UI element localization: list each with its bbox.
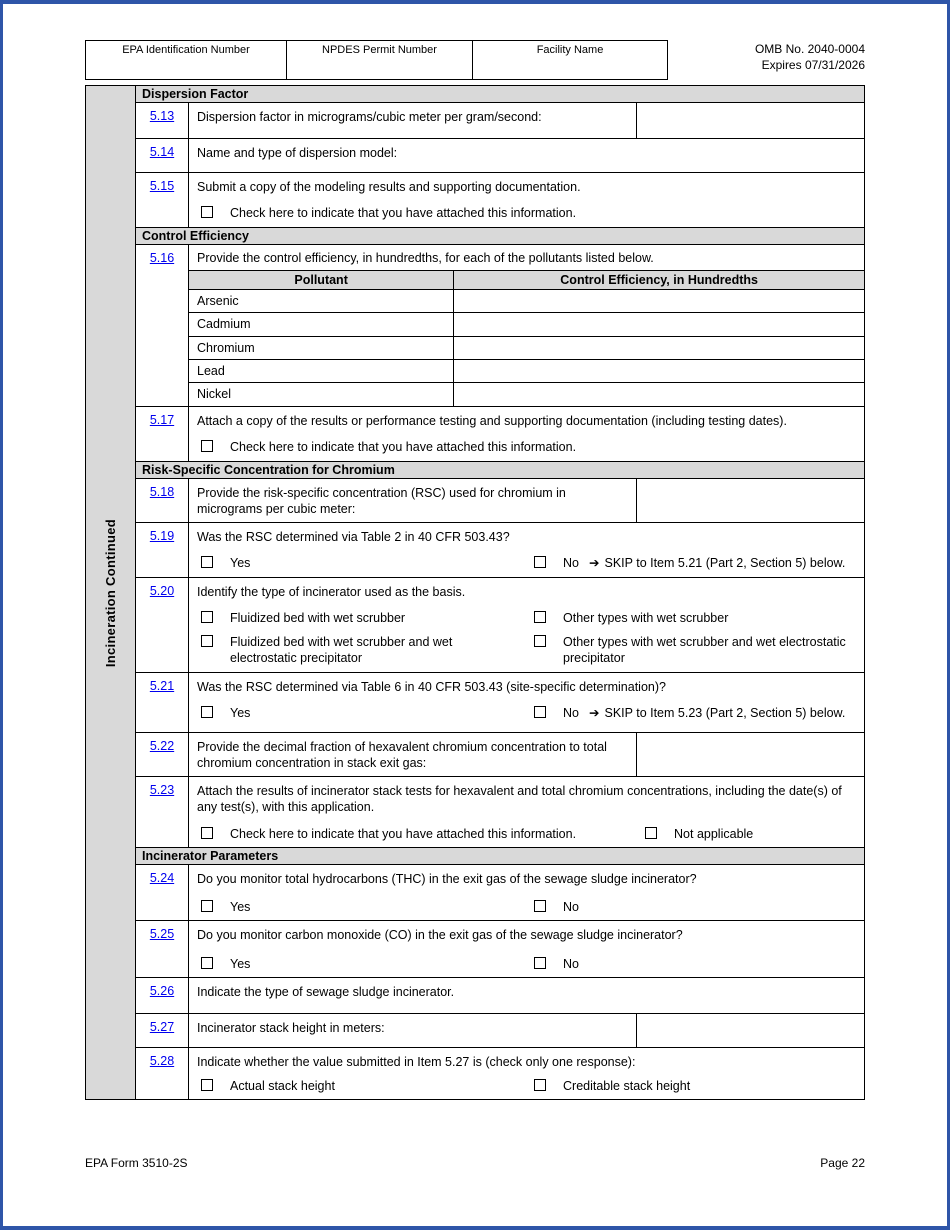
question-5-23: Attach the results of incinerator stack tests for hexavalent and total chromium concentrations, including the date(s) of any test(s), with this application. [197, 784, 842, 815]
option-5-25-yes [201, 956, 534, 972]
checkbox-5-19-yes[interactable] [201, 556, 213, 568]
item-number-cell-5-16 [136, 245, 189, 407]
yes-label: Yes [230, 900, 251, 914]
item-number-cell-5-20 [136, 578, 189, 672]
item-number-cell-5-15 [136, 173, 189, 227]
rsc-answer-field[interactable] [637, 479, 864, 523]
checkbox-5-15-attached[interactable] [201, 206, 213, 218]
item-link-5-26[interactable]: 5.26 [149, 983, 175, 998]
yes-label: Yes [230, 956, 251, 971]
question-5-16: Provide the control efficiency, in hundredths, for each of the pollutants listed below. [197, 250, 654, 265]
item-link-5-17[interactable]: 5.17 [149, 413, 175, 427]
facility-name-field[interactable] [473, 40, 668, 80]
pollutant-name-cadmium: Cadmium [189, 313, 454, 335]
checkbox-5-23-not-applicable[interactable] [645, 827, 657, 839]
section-header-incinerator-parameters: Incinerator Parameters [136, 848, 864, 865]
item-row-5-22 [136, 733, 864, 778]
epa-id-number-field[interactable] [85, 40, 287, 80]
item-number-cell-5-13 [136, 103, 189, 138]
form-body [136, 86, 864, 1099]
pollutant-table [189, 270, 864, 406]
column-header-efficiency: Control Efficiency, in Hundredths [560, 272, 758, 287]
item-row-5-25 [136, 921, 864, 978]
item-number-cell-5-21 [136, 673, 189, 732]
table-row [189, 313, 864, 336]
section-sidebar [86, 86, 136, 1099]
not-applicable-label: Not applicable [674, 826, 754, 841]
row-content-5-18 [189, 479, 864, 523]
option-5-20-other-wet [534, 610, 728, 626]
checkbox-5-28-creditable[interactable] [534, 1079, 546, 1091]
item-row-5-14 [136, 139, 864, 173]
row-content-5-25 [189, 921, 864, 977]
item-row-5-27 [136, 1014, 864, 1048]
header-field-boxes [85, 40, 668, 80]
checkbox-5-20-fluidized-wet[interactable] [201, 611, 213, 623]
item-row-5-18 [136, 479, 864, 524]
question-5-17: Attach a copy of the results or performance testing and supporting documentation (including testing dates). [197, 414, 787, 428]
document-page [3, 4, 947, 1226]
question-5-27: Incinerator stack height in meters: [189, 1014, 637, 1047]
option-5-24-no [534, 899, 579, 915]
option-5-23-attached [201, 826, 645, 842]
sidebar-label: Incineration Continued [103, 518, 118, 667]
table-row [189, 337, 864, 360]
item-row-5-26 [136, 978, 864, 1014]
item-link-5-25[interactable]: 5.25 [149, 927, 175, 942]
facility-name-label: Facility Name [536, 44, 604, 56]
stack-height-answer-field[interactable] [637, 1014, 864, 1047]
page-footer [85, 1156, 865, 1170]
item-row-5-20 [136, 578, 864, 673]
checkbox-5-23-attached[interactable] [201, 827, 213, 839]
item-number-cell-5-27 [136, 1014, 189, 1047]
question-5-21: Was the RSC determined via Table 6 in 40 CFR 503.43 (site-specific determination)? [197, 679, 666, 694]
option-label: Fluidized bed with wet scrubber and wet electrostatic precipitator [230, 635, 453, 666]
checkbox-5-19-no[interactable] [534, 556, 546, 568]
checkbox-5-21-yes[interactable] [201, 706, 213, 718]
efficiency-field-lead[interactable] [454, 360, 864, 382]
item-number-cell-5-19 [136, 523, 189, 577]
checkbox-5-17-attached[interactable] [201, 440, 213, 452]
item-number-cell-5-22 [136, 733, 189, 777]
question-5-22: Provide the decimal fraction of hexavalent chromium concentration to total chromium concentration in stack exit gas: [189, 733, 637, 777]
row-content-5-15 [189, 173, 864, 227]
skip-text-5-19: SKIP to Item 5.21 (Part 2, Section 5) below. [604, 556, 846, 571]
item-row-5-24 [136, 865, 864, 922]
option-5-19-yes [201, 555, 534, 571]
item-row-5-13 [136, 103, 864, 139]
checkbox-5-24-no[interactable] [534, 900, 546, 912]
checkbox-5-28-actual[interactable] [201, 1079, 213, 1091]
dispersion-model-answer-field[interactable] [397, 145, 854, 167]
item-number-cell-5-14 [136, 139, 189, 172]
item-link-5-20[interactable]: 5.20 [149, 583, 175, 598]
option-label: Creditable stack height [563, 1079, 691, 1093]
item-number-cell-5-26 [136, 978, 189, 1013]
form-table [85, 85, 865, 1100]
option-5-24-yes [201, 899, 534, 915]
item-row-5-17 [136, 407, 864, 462]
item-link-5-14[interactable]: 5.14 [149, 145, 175, 159]
item-number-cell-5-28 [136, 1048, 189, 1100]
no-label: No [563, 900, 579, 914]
option-label: Actual stack height [230, 1079, 335, 1093]
item-link-5-22[interactable]: 5.22 [149, 738, 175, 753]
row-content-5-16 [189, 245, 864, 407]
column-header-pollutant: Pollutant [189, 271, 454, 289]
row-content-5-20 [189, 578, 864, 672]
epa-id-number-label: EPA Identification Number [122, 44, 250, 56]
checkbox-5-25-yes[interactable] [201, 957, 213, 969]
option-5-28-actual [201, 1078, 534, 1094]
question-5-15: Submit a copy of the modeling results and supporting documentation. [197, 180, 581, 194]
checkbox-label-5-17: Check here to indicate that you have attached this information. [230, 440, 577, 455]
item-row-5-19 [136, 523, 864, 578]
checkbox-5-20-fluidized-wet-esp[interactable] [201, 635, 213, 647]
section-header-rsc-chromium: Risk-Specific Concentration for Chromium [136, 462, 864, 479]
question-5-26: Indicate the type of sewage sludge incinerator. [197, 984, 455, 999]
option-5-20-other-wet-esp [534, 634, 854, 667]
question-5-20: Identify the type of incinerator used as the basis. [197, 584, 466, 599]
item-number-cell-5-18 [136, 479, 189, 523]
table-row [189, 383, 864, 406]
item-link-5-23[interactable]: 5.23 [149, 783, 175, 797]
row-content-5-13 [189, 103, 864, 138]
pollutant-name-lead: Lead [189, 360, 454, 382]
pollutant-name-arsenic: Arsenic [189, 290, 454, 312]
question-5-25: Do you monitor carbon monoxide (CO) in the exit gas of the sewage sludge incinerator? [197, 928, 683, 943]
option-5-19-no [534, 555, 845, 571]
row-content-5-28 [189, 1048, 864, 1100]
table-row [189, 290, 864, 313]
row-content-5-19 [189, 523, 864, 577]
checkbox-5-21-no[interactable] [534, 706, 546, 718]
checkbox-5-20-other-wet[interactable] [534, 611, 546, 623]
question-5-13: Dispersion factor in micrograms/cubic meter per gram/second: [189, 103, 637, 138]
item-link-5-18[interactable]: 5.18 [149, 484, 175, 499]
item-link-5-27[interactable]: 5.27 [149, 1019, 175, 1034]
checkbox-5-24-yes[interactable] [201, 900, 213, 912]
item-link-5-16[interactable]: 5.16 [149, 250, 175, 265]
checkbox-5-20-other-wet-esp[interactable] [534, 635, 546, 647]
row-content-5-14 [189, 139, 864, 172]
item-number-cell-5-24 [136, 865, 189, 921]
item-link-5-24[interactable]: 5.24 [149, 870, 175, 885]
option-5-20-fluidized-wet-esp [201, 634, 534, 667]
row-content-5-17 [189, 407, 864, 461]
question-5-14: Name and type of dispersion model: [197, 146, 398, 160]
checkbox-label-5-23: Check here to indicate that you have attached this information. [230, 826, 577, 841]
pollutant-name-nickel: Nickel [189, 383, 454, 406]
checkbox-5-25-no[interactable] [534, 957, 546, 969]
row-content-5-26 [189, 978, 864, 1013]
question-5-19: Was the RSC determined via Table 2 in 40 CFR 503.43? [197, 530, 510, 544]
item-link-5-13[interactable]: 5.13 [149, 109, 175, 123]
question-5-18: Provide the risk-specific concentration (RSC) used for chromium in micrograms per cubic meter: [189, 479, 637, 523]
row-content-5-22 [189, 733, 864, 777]
question-5-28: Indicate whether the value submitted in Item 5.27 is (check only one response): [197, 1054, 636, 1069]
efficiency-field-nickel[interactable] [454, 383, 864, 406]
form-header [85, 40, 865, 80]
row-content-5-23 [189, 777, 864, 847]
option-5-28-creditable [534, 1078, 690, 1094]
section-header-control-efficiency: Control Efficiency [136, 228, 864, 245]
no-skip-label: No ➔ SKIP to Item 5.23 (Part 2, Section 5) below. [563, 705, 846, 720]
yes-label: Yes [230, 556, 251, 571]
incinerator-type-answer-field[interactable] [454, 984, 854, 1008]
efficiency-field-arsenic[interactable] [454, 290, 864, 312]
omb-number: OMB No. 2040-0004 [754, 42, 865, 56]
option-label: Fluidized bed with wet scrubber [230, 610, 406, 625]
item-link-5-21[interactable]: 5.21 [149, 678, 175, 693]
efficiency-field-cadmium[interactable] [454, 313, 864, 335]
dispersion-factor-answer-field[interactable] [637, 103, 864, 138]
item-number-cell-5-23 [136, 777, 189, 847]
option-5-25-no [534, 956, 579, 972]
checkbox-label-5-15: Check here to indicate that you have attached this information. [230, 206, 577, 221]
option-5-20-fluidized-wet [201, 610, 534, 626]
no-skip-label: No ➔ SKIP to Item 5.21 (Part 2, Section 5) below. [563, 556, 846, 571]
npdes-permit-number-field[interactable] [287, 40, 473, 80]
option-5-21-yes [201, 705, 534, 721]
question-5-24: Do you monitor total hydrocarbons (THC) in the exit gas of the sewage sludge incinerator? [197, 871, 697, 886]
item-row-5-15 [136, 173, 864, 228]
omb-info [755, 40, 865, 80]
item-row-5-23 [136, 777, 864, 848]
omb-expires: Expires 07/31/2026 [761, 57, 865, 72]
row-content-5-21 [189, 673, 864, 732]
item-link-5-15[interactable]: 5.15 [149, 179, 175, 193]
skip-text-5-21: SKIP to Item 5.23 (Part 2, Section 5) below. [604, 705, 846, 720]
item-number-cell-5-25 [136, 921, 189, 977]
efficiency-field-chromium[interactable] [454, 337, 864, 359]
pollutant-name-chromium: Chromium [189, 337, 454, 359]
pollutant-table-header [189, 271, 864, 290]
form-number: EPA Form 3510-2S [85, 1156, 188, 1170]
skip-arrow-icon: ➔ [589, 556, 600, 571]
option-label: Other types with wet scrubber and wet electrostatic precipitator [563, 635, 846, 666]
option-5-23-not-applicable [645, 826, 753, 842]
table-row [189, 360, 864, 383]
skip-arrow-icon: ➔ [589, 705, 600, 720]
npdes-permit-number-label: NPDES Permit Number [322, 44, 437, 56]
decimal-fraction-answer-field[interactable] [637, 733, 864, 777]
item-row-5-28 [136, 1048, 864, 1100]
item-row-5-21 [136, 673, 864, 733]
page-number: Page 22 [820, 1156, 865, 1170]
yes-label: Yes [230, 705, 251, 720]
option-label: Other types with wet scrubber [563, 610, 729, 625]
section-header-dispersion-factor: Dispersion Factor [136, 86, 864, 103]
item-link-5-19[interactable]: 5.19 [149, 529, 175, 543]
row-content-5-24 [189, 865, 864, 921]
no-label: No [563, 956, 579, 971]
option-5-21-no [534, 705, 845, 721]
row-content-5-27 [189, 1014, 864, 1047]
item-number-cell-5-17 [136, 407, 189, 461]
item-row-5-16 [136, 245, 864, 408]
item-link-5-28[interactable]: 5.28 [149, 1053, 175, 1068]
